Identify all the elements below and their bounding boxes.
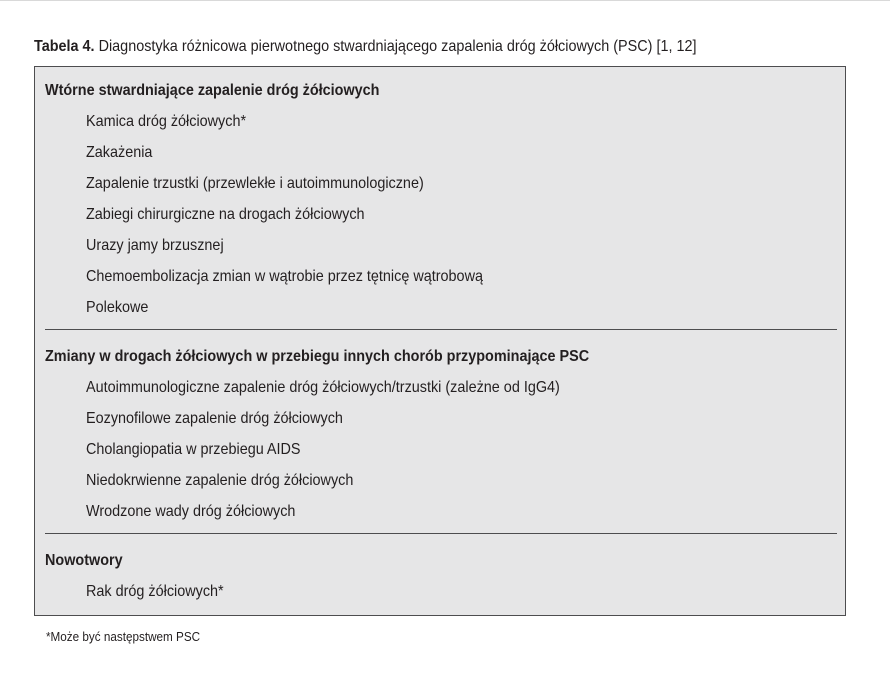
list-item: Niedokrwienne zapalenie dróg żółciowych <box>86 472 354 489</box>
section-divider <box>45 329 837 330</box>
section-heading: Zmiany w drogach żółciowych w przebiegu innych chorób przypominające PSC <box>45 348 590 365</box>
list-item: Autoimmunologiczne zapalenie dróg żółciowych/trzustki (zależne od IgG4) <box>86 379 560 396</box>
list-item: Eozynofilowe zapalenie dróg żółciowych <box>86 410 343 427</box>
list-item: Zapalenie trzustki (przewlekłe i autoimmunologiczne) <box>86 175 424 192</box>
table-caption <box>34 37 696 57</box>
list-item: Kamica dróg żółciowych* <box>86 113 247 130</box>
differential-diagnosis-table <box>34 66 846 616</box>
list-item: Urazy jamy brzusznej <box>86 237 224 254</box>
list-item: Zakażenia <box>86 144 153 161</box>
section-heading: Wtórne stwardniające zapalenie dróg żółciowych <box>45 82 380 99</box>
section-psc-like-changes <box>35 341 845 527</box>
section-secondary-psc <box>35 75 845 323</box>
list-item: Chemoembolizacja zmian w wątrobie przez tętnicę wątrobową <box>86 268 483 285</box>
list-item: Zabiegi chirurgiczne na drogach żółciowych <box>86 206 365 223</box>
section-divider <box>45 533 837 534</box>
list-item: Cholangiopatia w przebiegu AIDS <box>86 441 301 458</box>
section-heading: Nowotwory <box>45 552 123 569</box>
list-item: Rak dróg żółciowych* <box>86 583 224 600</box>
section-tumors <box>35 545 845 607</box>
table-title: Diagnostyka różnicowa pierwotnego stwardniającego zapalenia dróg żółciowych (PSC) [1, 12] <box>98 38 697 55</box>
list-item: Polekowe <box>86 299 149 316</box>
table-label: Tabela 4. <box>34 38 95 55</box>
top-rule <box>0 0 890 1</box>
list-item: Wrodzone wady dróg żółciowych <box>86 503 296 520</box>
footnote: *Może być następstwem PSC <box>46 629 201 644</box>
